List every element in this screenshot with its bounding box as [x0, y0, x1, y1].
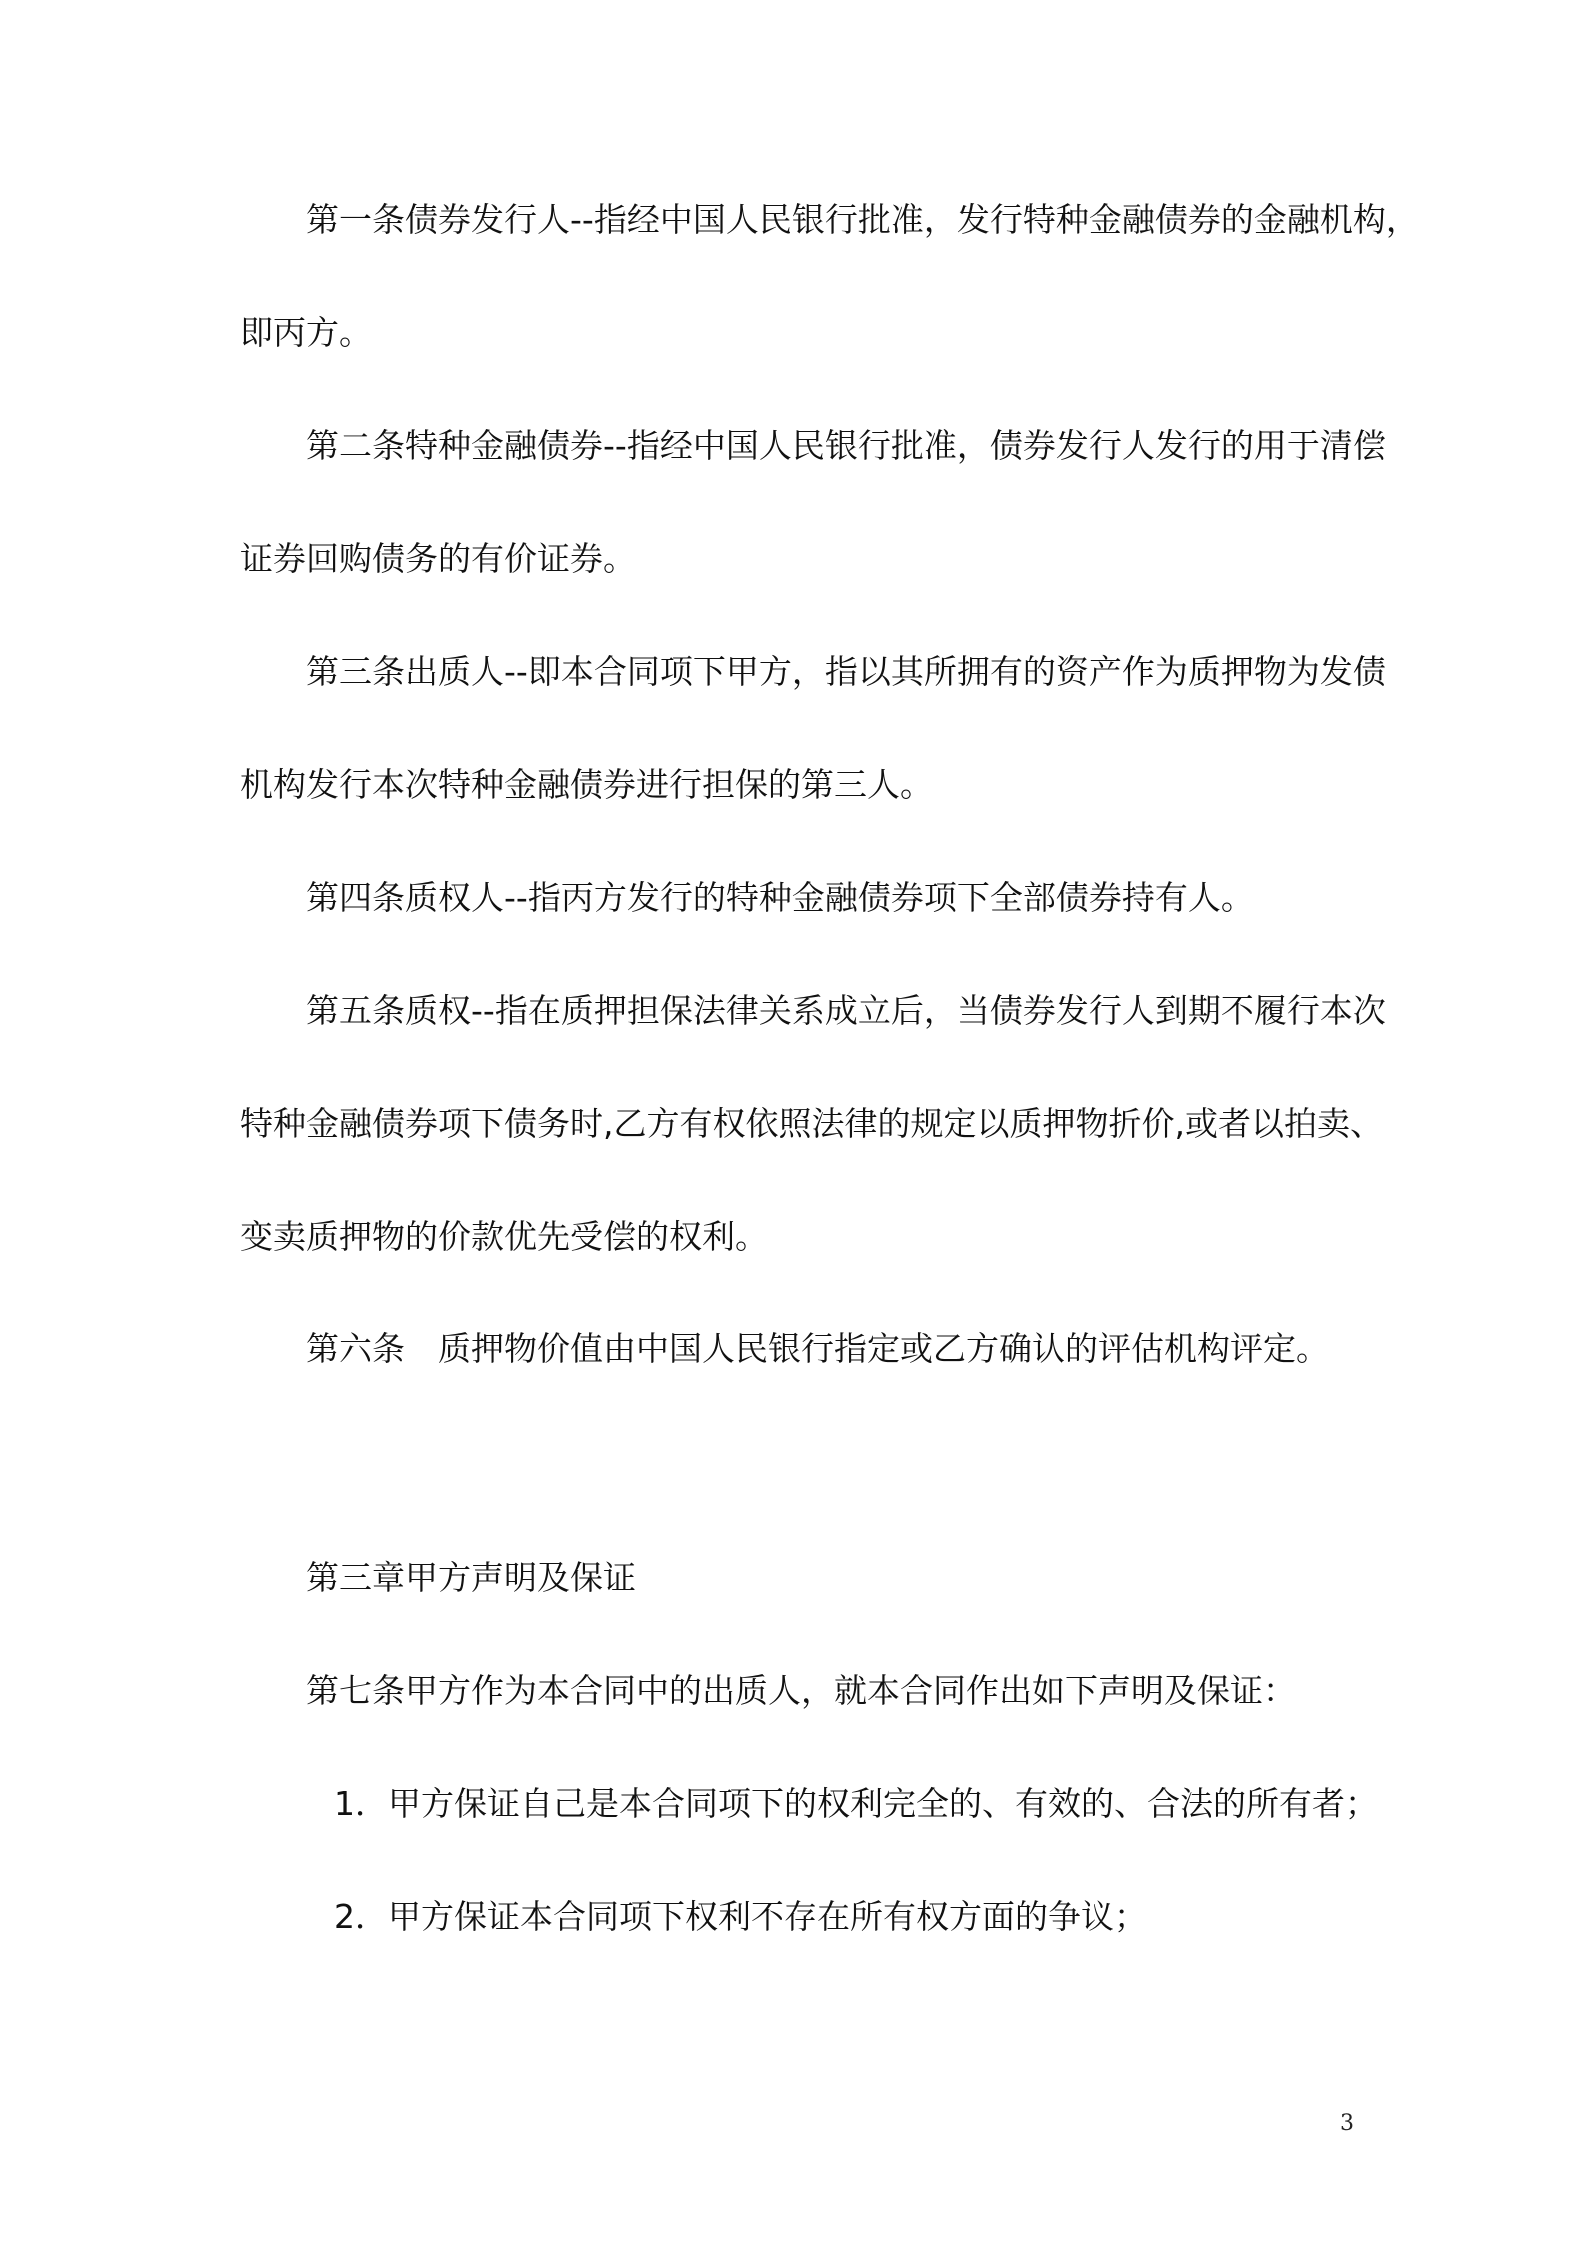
article-1-line-1: 第一条债券发行人--指经中国人民银行批准，发行特种金融债券的金融机构，: [306, 200, 1419, 239]
article-5-line-3: 变卖质押物的价款优先受偿的权利。: [240, 1217, 768, 1256]
list-item-1: 1．甲方保证自己是本合同项下的权利完全的、有效的、合法的所有者；: [334, 1784, 1378, 1823]
article-5-line-1: 第五条质权--指在质押担保法律关系成立后，当债券发行人到期不履行本次: [306, 991, 1386, 1030]
article-4-line-1: 第四条质权人--指丙方发行的特种金融债券项下全部债券持有人。: [306, 878, 1254, 917]
article-5-line-2: 特种金融债券项下债务时,乙方有权依照法律的规定以质押物折价,或者以拍卖、: [240, 1104, 1383, 1143]
chapter-3-heading: 第三章甲方声明及保证: [306, 1558, 636, 1597]
list-item-2: 2．甲方保证本合同项下权利不存在所有权方面的争议；: [334, 1897, 1147, 1936]
article-7-line-1: 第七条甲方作为本合同中的出质人，就本合同作出如下声明及保证：: [306, 1671, 1296, 1710]
article-2-line-1: 第二条特种金融债券--指经中国人民银行批准，债券发行人发行的用于清偿: [306, 426, 1386, 465]
article-6-line-1: 第六条 质押物价值由中国人民银行指定或乙方确认的评估机构评定。: [306, 1329, 1329, 1368]
article-3-line-2: 机构发行本次特种金融债券进行担保的第三人。: [240, 765, 933, 804]
article-3-line-1: 第三条出质人--即本合同项下甲方，指以其所拥有的资产作为质押物为发债: [306, 652, 1386, 691]
article-1-line-2: 即丙方。: [240, 313, 372, 352]
article-2-line-2: 证券回购债务的有价证券。: [240, 539, 636, 578]
page-number: 3: [1340, 2111, 1354, 2136]
